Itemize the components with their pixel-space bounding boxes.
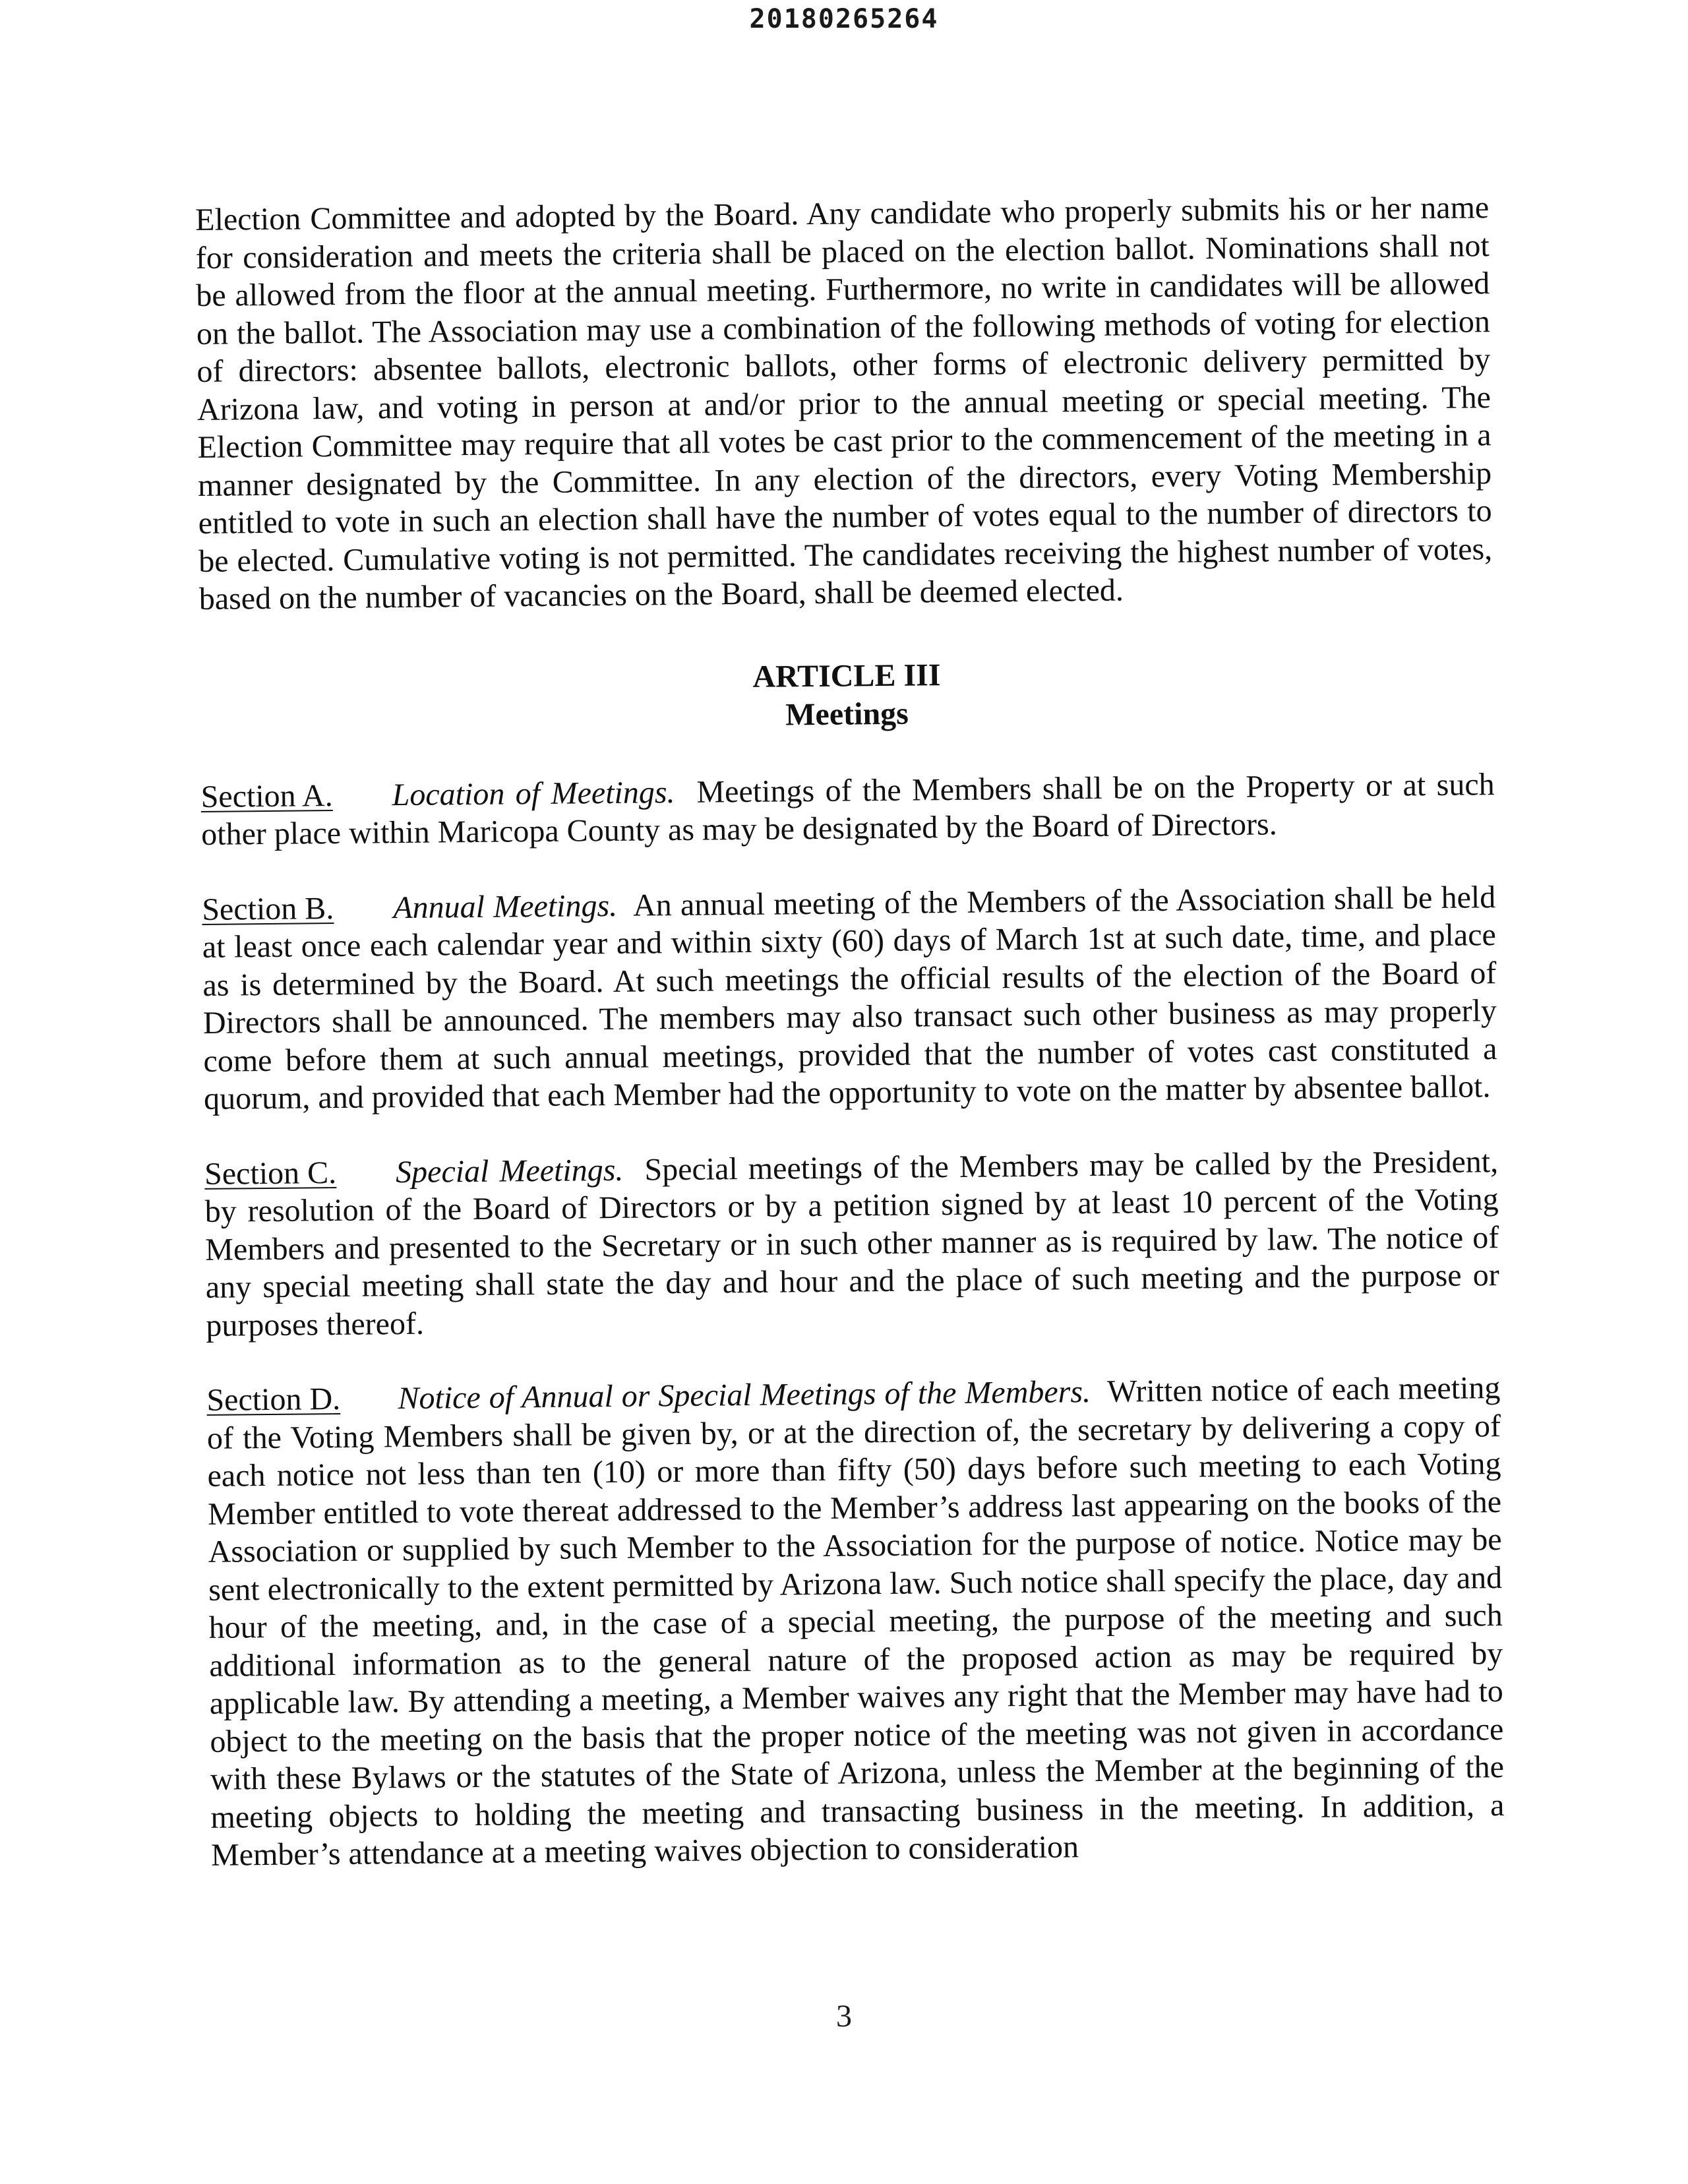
section-a-text: Meetings of the Members shall be on the Property or at such other place within Maricopa County as may be designated by the Board of Directors. <box>200 766 1495 852</box>
section-b-label-text: Section B <box>202 890 326 927</box>
section-b-label-punct: . <box>326 890 334 926</box>
section-c-label-punct: . <box>328 1155 337 1190</box>
section-c-text: Special meetings of the Members may be called by the President, by resolution of the Board of Directors or by a petition signed by at least 10 percent of the Voting Members and presented to the Secretary or in such other manner as is required by law. The notice of any special meeting shall state the day and hour and the place of such meeting and the purpose or purposes thereof. <box>204 1143 1499 1343</box>
section-d <box>206 1369 1505 1874</box>
article-number: ARTICLE III <box>752 657 941 694</box>
section-d-title: Notice of Annual or Special Meetings of the Members. <box>398 1374 1091 1416</box>
page-number: 3 <box>836 1999 852 2034</box>
section-a-label-wrap <box>200 777 392 814</box>
section-a-label-text: Section A <box>200 777 325 814</box>
section-c-label-text: Section C <box>204 1155 329 1192</box>
section-d-label-punct: . <box>332 1381 341 1417</box>
section-b-text: An annual meeting of the Members of the Association shall be held at least once each calendar year and within sixty (60) days of March 1st at such date, time, and place as is determined by the Board. At such meetings the official results of the election of the Board of Directors shall be announced. The members may also transact such other business as may properly come before them at such annual meetings, provided that the number of votes cast constituted a quorum, and provided that each Member had the opportunity to vote on the matter by absentee ballot. <box>202 879 1497 1116</box>
section-a-title: Location of Meetings. <box>392 774 675 812</box>
section-b <box>202 878 1497 1118</box>
section-c-title: Special Meetings. <box>395 1152 624 1190</box>
section-b-title: Annual Meetings. <box>393 888 618 925</box>
section-d-label-text: Section D <box>206 1381 333 1418</box>
page-body <box>195 189 1505 1911</box>
section-d-text: Written notice of each meeting of the Voting Members shall be given by, or at the direction of, the secretary by delivering a copy of each notice not less than ten (10) or more than fifty (50) days before such meeting to each Voting Member entitled to vote thereat addressed to the Member’s address last appearing on the books of the Association or supplied by such Member to the Association for the purpose of notice. Notice may be sent electronically to the extent permitted by Arizona law. Such notice shall specify the place, day and hour of the meeting, and, in the case of a special meeting, the purpose of the meeting and such additional information as to the general nature of the proposed action as may be required by applicable law. By attending a meeting, a Member waives any right that the Member may have had to object to the meeting on the basis that the proper notice of the meeting was not given in accordance with these Bylaws or the statutes of the State of Arizona, unless the Member at the beginning of the meeting objects to holding the meeting and transacting business in the meeting. In addition, a Member’s attendance at a meeting waives objection to consideration <box>206 1370 1505 1873</box>
opening-paragraph: Election Committee and adopted by the Board. Any candidate who properly submits his or her name for consideration and meets the criteria shall be placed on the election ballot. Nominations shall not be allowed from the floor at the annual meeting. Furthermore, no write in candidates will be allowed on the ballot. The Association may use a combination of the following methods of voting for election of directors: absentee ballots, electronic ballots, other forms of electronic delivery permitted by Arizona law, and voting in person at and/or prior to the annual meeting or special meeting. The Election Committee may require that all votes be cast prior to the commencement of the meeting in a manner designated by the Committee. In any election of the directors, every Voting Membership entitled to vote in such an election shall have the number of votes equal to the number of directors to be elected. Cumulative voting is not permitted. The candidates receiving the highest number of votes, based on the number of vacancies on the Board, shall be deemed elected. <box>195 190 1493 617</box>
section-c-label <box>204 1153 396 1193</box>
section-b-label <box>202 889 394 928</box>
article-heading <box>200 651 1494 740</box>
section-a-label <box>200 776 392 816</box>
article-title: Meetings <box>785 696 909 732</box>
section-a-label-punct: . <box>324 777 333 813</box>
section-d-label <box>206 1380 398 1419</box>
section-a <box>200 766 1495 854</box>
document-number: 20180265264 <box>749 4 939 34</box>
section-c <box>204 1143 1500 1345</box>
